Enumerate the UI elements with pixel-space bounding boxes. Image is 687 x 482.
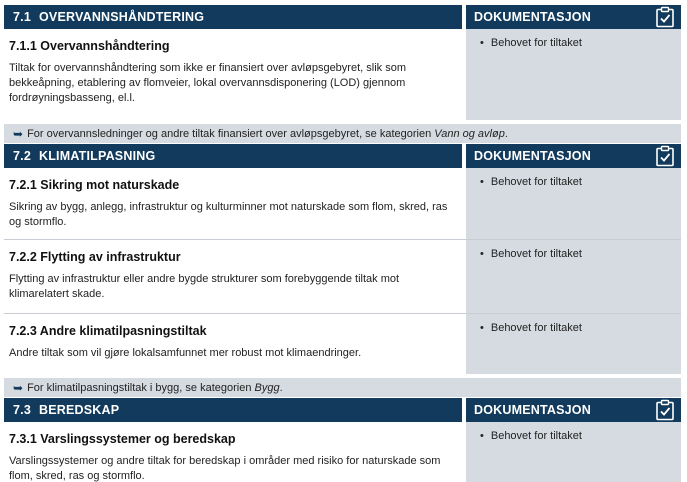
- documentation-header: [466, 398, 681, 422]
- section-number: 7.2: [13, 149, 31, 163]
- item-title: 7.2.3 Andre klimatilpasningstiltak: [9, 324, 207, 338]
- table-row: [4, 314, 681, 374]
- table-row: [4, 422, 681, 482]
- documentation-text: Behovet for tiltaket: [490, 322, 582, 334]
- documentation-bullet: [480, 37, 673, 49]
- documentation-bullet: [480, 248, 673, 260]
- clipboard-check-icon: [654, 6, 676, 28]
- table-row: [4, 168, 681, 240]
- item-title: 7.2.1 Sikring mot naturskade: [9, 178, 180, 192]
- clipboard-check-icon: [654, 145, 676, 167]
- bullet-icon: •: [480, 430, 484, 442]
- documentation-cell: [466, 314, 681, 374]
- bullet-icon: •: [480, 322, 484, 334]
- arrow-right-curved-icon: ➥: [13, 126, 24, 141]
- section-header: [4, 144, 681, 168]
- section-title: BEREDSKAP: [38, 403, 120, 417]
- documentation-label: DOKUMENTASJON: [474, 403, 591, 417]
- documentation-text: Behovet for tiltaket: [490, 176, 582, 188]
- documentation-cell: [466, 29, 681, 120]
- item-title: 7.1.1 Overvannshåndtering: [9, 39, 170, 53]
- bullet-icon: •: [480, 37, 484, 49]
- documentation-bullet: [480, 176, 673, 188]
- section-title: OVERVANNSHÅNDTERING: [38, 10, 205, 24]
- documentation-bullet: [480, 430, 673, 442]
- section-title: KLIMATILPASNING: [38, 149, 156, 163]
- bullet-icon: •: [480, 176, 484, 188]
- item-description: Andre tiltak som vil gjøre lokalsamfunnet mer robust mot klimaendringer.: [9, 347, 362, 359]
- section-title-bar: [4, 398, 462, 422]
- note-text: For klimatilpasningstiltak i bygg, se kategorien Bygg.: [27, 381, 283, 394]
- section-title-bar: [4, 144, 462, 168]
- documentation-text: Behovet for tiltaket: [490, 248, 582, 260]
- note-text: For overvannsledninger og andre tiltak finansiert over avløpsgebyret, se kategorien Vann og avløp.: [27, 127, 508, 140]
- table-row: [4, 29, 681, 120]
- documentation-label: DOKUMENTASJON: [474, 10, 591, 24]
- item-description: Varslingssystemer og andre tiltak for beredskap i områder med risiko for naturskade som flom, skred, ras og stormflo.: [9, 455, 441, 482]
- section-note: [4, 378, 681, 397]
- item-cell: [4, 240, 462, 313]
- section-header: [4, 398, 681, 422]
- documentation-bullet: [480, 322, 673, 334]
- documentation-cell: [466, 168, 681, 239]
- documentation-header: [466, 144, 681, 168]
- section-number: 7.3: [13, 403, 31, 417]
- item-cell: [4, 29, 462, 120]
- table-row: [4, 240, 681, 314]
- section-header: [4, 5, 681, 29]
- documentation-cell: [466, 422, 681, 482]
- item-cell: [4, 314, 462, 374]
- documentation-text: Behovet for tiltaket: [490, 37, 582, 49]
- documentation-text: Behovet for tiltaket: [490, 430, 582, 442]
- item-description: Flytting av infrastruktur eller andre bygde strukturer som forebyggende tiltak mot klimarelatert skade.: [9, 273, 400, 300]
- document-page: [4, 5, 681, 482]
- clipboard-check-icon: [654, 399, 676, 421]
- item-title: 7.2.2 Flytting av infrastruktur: [9, 250, 181, 264]
- bullet-icon: •: [480, 248, 484, 260]
- item-title: 7.3.1 Varslingssystemer og beredskap: [9, 432, 236, 446]
- item-cell: [4, 168, 462, 239]
- item-description: Tiltak for overvannshåndtering som ikke er finansiert over avløpsgebyret, slik som bekkeåpning, etablering av flomveier, lokal overvannsdisponering (LOD) gjennom fordrøyningsbasseng, el.l.: [9, 62, 406, 104]
- documentation-header: [466, 5, 681, 29]
- section-title-bar: [4, 5, 462, 29]
- documentation-cell: [466, 240, 681, 313]
- section-number: 7.1: [13, 10, 31, 24]
- item-description: Sikring av bygg, anlegg, infrastruktur og kulturminner mot naturskade som flom, skred, ras og stormflo.: [9, 201, 448, 228]
- item-cell: [4, 422, 462, 482]
- arrow-right-curved-icon: ➥: [13, 380, 24, 395]
- section-note: [4, 124, 681, 143]
- documentation-label: DOKUMENTASJON: [474, 149, 591, 163]
